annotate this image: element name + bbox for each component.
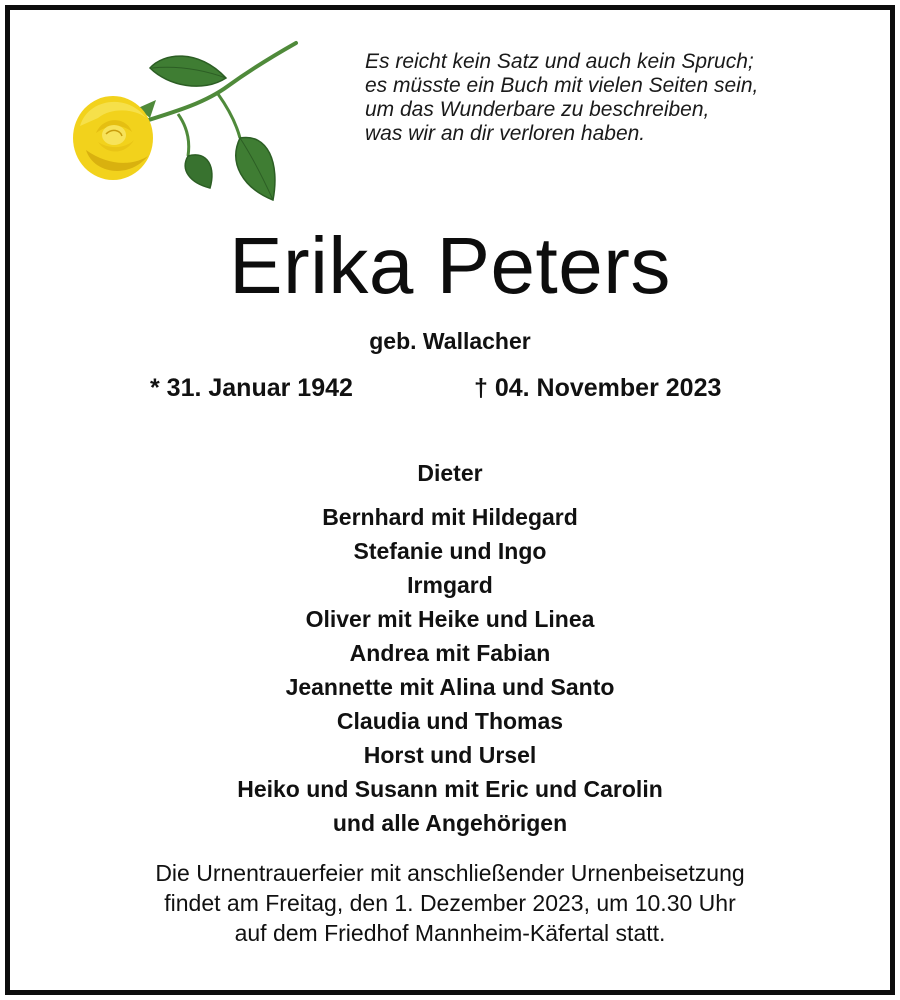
maiden-name: geb. Wallacher: [369, 328, 531, 354]
mourners-list: [10, 458, 890, 840]
mourner-name: Irmgard: [407, 572, 493, 598]
mourner-name: Andrea mit Fabian: [349, 640, 551, 666]
birth-date: * 31. Januar 1942: [150, 374, 353, 402]
mourner-name: Horst und Ursel: [363, 742, 537, 768]
deceased-name: Erika Peters: [229, 221, 671, 310]
mourner-name: Dieter: [417, 460, 483, 486]
service-line: findet am Freitag, den 1. Dezember 2023, um 10.30 Uhr: [164, 890, 736, 916]
quote-line: es müsste ein Buch mit vielen Seiten sein,: [365, 74, 759, 97]
mourner-name: Claudia und Thomas: [336, 708, 564, 734]
mourner-name: Bernhard mit Hildegard: [322, 504, 578, 530]
service-line: Die Urnentrauerfeier mit anschließender Urnenbeisetzung: [155, 860, 745, 886]
mourner-name: Heiko und Susann mit Eric und Carolin: [237, 776, 663, 802]
mourner-name: und alle Angehörigen: [332, 810, 568, 836]
death-date: † 04. November 2023: [474, 374, 722, 402]
yellow-rose-icon: [68, 38, 308, 208]
mourner-name: Stefanie und Ingo: [353, 538, 547, 564]
quote-line: was wir an dir verloren haben.: [365, 122, 646, 145]
service-line: auf dem Friedhof Mannheim-Käfertal statt.: [234, 920, 666, 946]
quote-line: Es reicht kein Satz und auch kein Spruch;: [365, 50, 754, 73]
mourner-name: Oliver mit Heike und Linea: [305, 606, 595, 632]
obituary-notice: [5, 5, 895, 995]
quote: [365, 50, 875, 146]
mourner-name: Jeannette mit Alina und Santo: [285, 674, 615, 700]
quote-line: um das Wunderbare zu beschreiben,: [365, 98, 710, 121]
funeral-service-info: [10, 858, 890, 948]
